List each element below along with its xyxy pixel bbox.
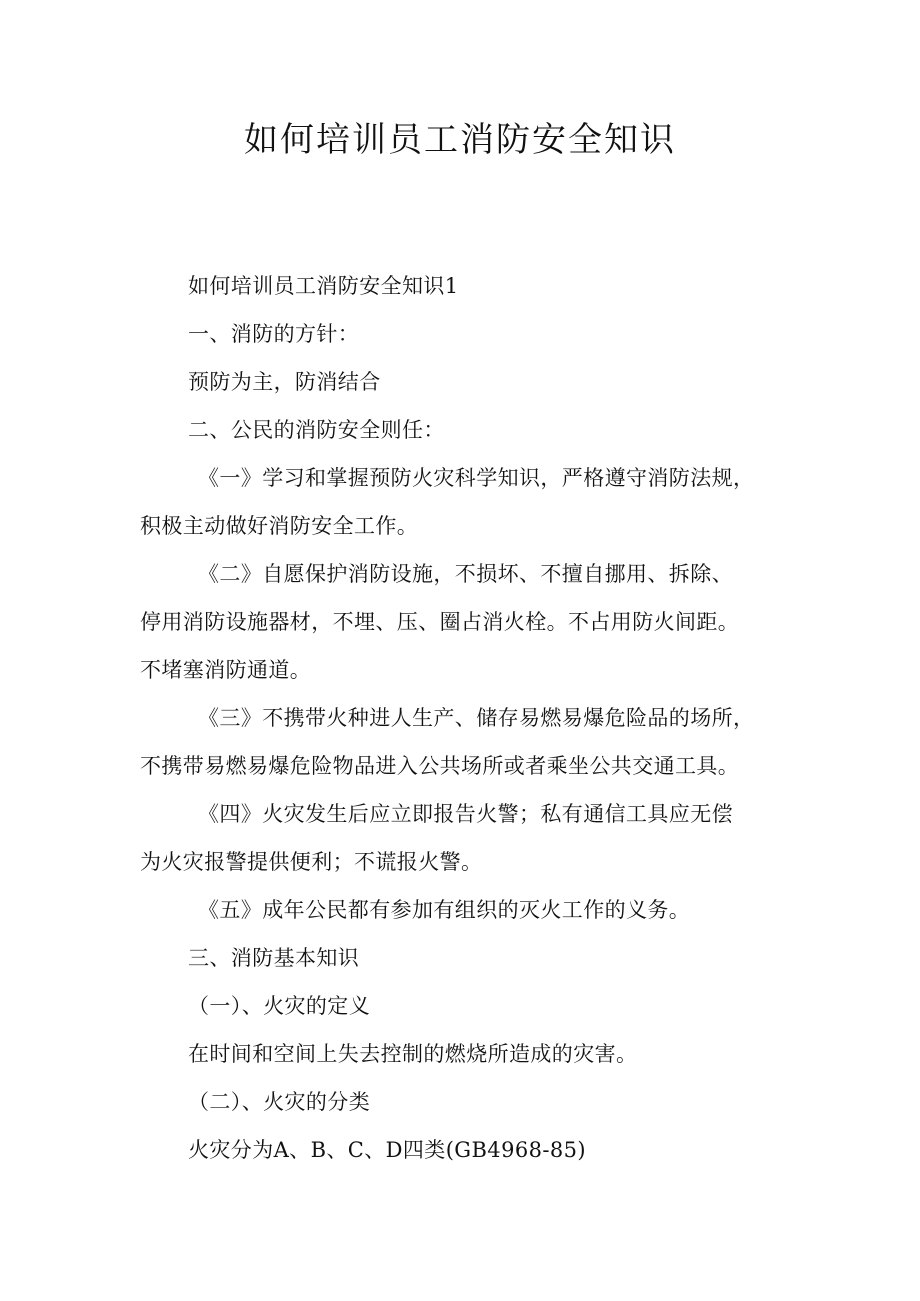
paragraph-line: 《四》火灾发生后应立即报告火警；私有通信工具应无偿 [198,802,733,826]
document-body [140,262,800,1174]
paragraph-line: 二、公民的消防安全则任： [188,418,445,442]
paragraph-line: 《五》成年公民都有参加有组织的灭火工作的义务。 [198,898,691,922]
paragraph-line: 一、消防的方针： [188,322,360,346]
paragraph-line: 《三》不携带火种进人生产、储存易燃易爆危险品的场所， [198,706,755,730]
paragraph-line: 不携带易燃易爆危险物品进入公共场所或者乘坐公共交通工具。 [140,754,740,778]
paragraph-line: 在时间和空间上失去控制的燃烧所造成的灾害。 [188,1042,638,1066]
paragraph-line: 《二》自愿保护消防设施，不损坏、不擅自挪用、拆除、 [198,562,733,586]
paragraph-line: 火灾分为A、B、C、D四类(GB4968-85) [188,1138,586,1162]
paragraph-line: （二）、火灾的分类 [188,1090,371,1114]
document-title: 如何培训员工消防安全知识 [244,120,676,160]
paragraph-line: 积极主动做好消防安全工作。 [140,514,419,538]
paragraph-line: 停用消防设施器材，不埋、压、圈占消火栓。不占用防火间距。 [140,610,740,634]
paragraph-line: 如何培训员工消防安全知识1 [188,274,459,298]
paragraph-line: 不堵塞消防通道。 [140,658,312,682]
paragraph-line: 三、消防基本知识 [188,946,360,970]
paragraph-line: （一）、火灾的定义 [188,994,371,1018]
paragraph-line: 预防为主，防消结合 [188,370,381,394]
paragraph-line: 为火灾报警提供便利；不谎报火警。 [140,850,483,874]
paragraph-line: 《一》学习和掌握预防火灾科学知识，严格遵守消防法规， [198,466,755,490]
